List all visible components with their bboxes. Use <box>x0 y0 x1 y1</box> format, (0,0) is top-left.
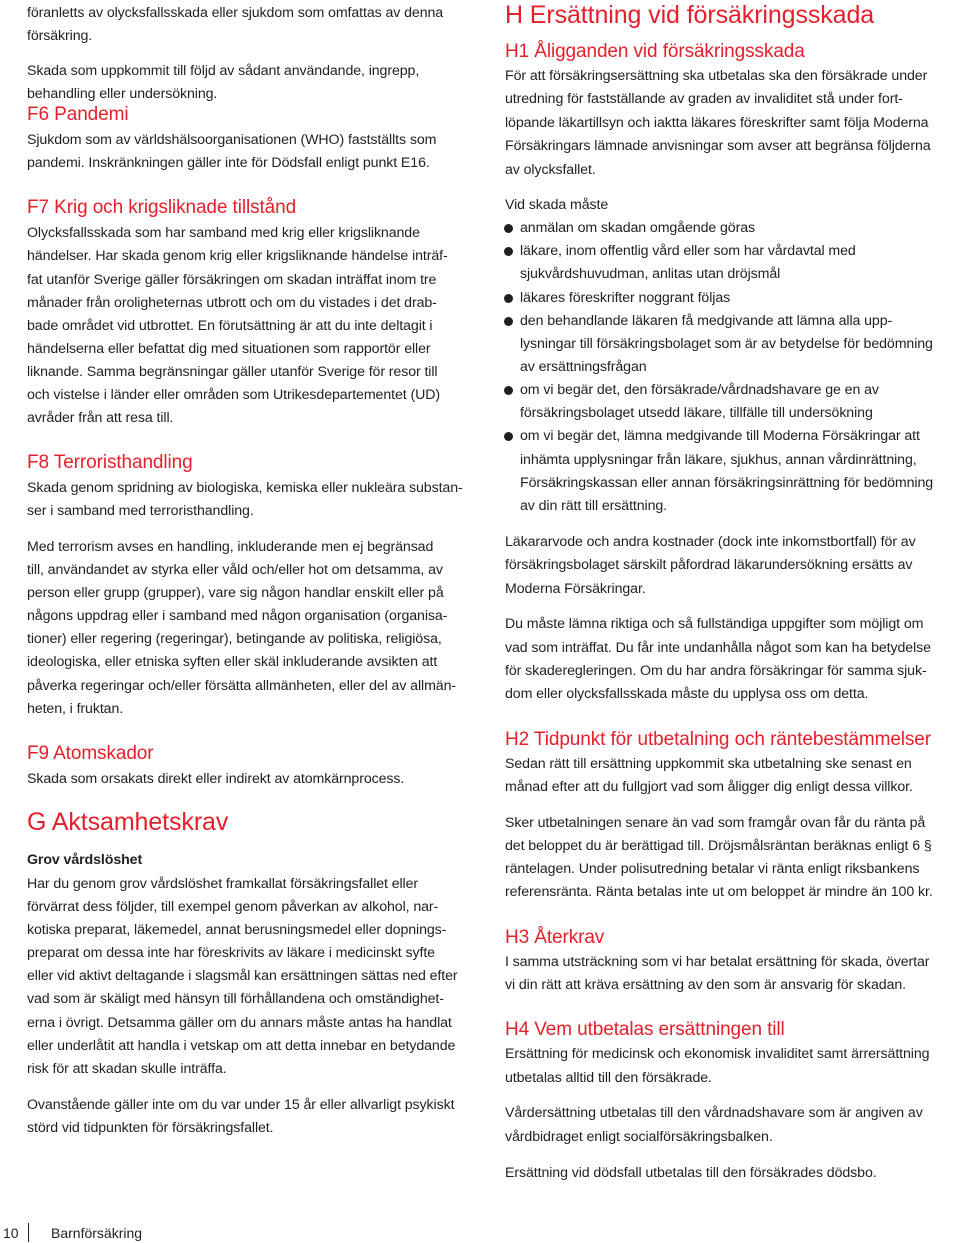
body-text: Har du genom grov vårdslöshet framkallat försäkringsfallet eller <box>27 876 419 892</box>
list-intro: Vid skada måste <box>505 197 609 213</box>
list-item: om vi begär det, lämna medgivande till Moderna Försäkringar att <box>520 428 920 444</box>
section-heading-f9: F9 Atomskador <box>27 743 154 764</box>
body-text: månader från oroligheternas utbrott och om du vistades i det drab- <box>27 295 437 311</box>
list-item: den behandlande läkaren få medgivande att lämna alla upp- <box>520 313 893 329</box>
body-text: Sjukdom som av världshälsoorganisationen (WHO) fastställts som <box>27 132 437 148</box>
body-text: händelser. Har skada genom krig eller krigsliknande händelse inträf- <box>27 248 448 264</box>
body-text: ser i samband med terroristhandling. <box>27 503 254 519</box>
body-text: Med terrorism avses en handling, inkluderande men ej begränsad <box>27 539 434 555</box>
body-text: Ersättning vid dödsfall utbetalas till den försäkrades dödsbo. <box>505 1165 877 1181</box>
body-text: påverka regeringar och/eller försätta allmänheten, eller del av allmän- <box>27 678 456 694</box>
bullet-icon <box>504 432 513 441</box>
body-text: tioner) eller regering (regeringar), betingande av politiska, religiösa, <box>27 631 442 647</box>
footer-product-name: Barnförsäkring <box>51 1225 143 1241</box>
body-text: störd vid tidpunkten för försäkringsfallet. <box>27 1120 274 1136</box>
body-text: Olycksfallsskada som har samband med krig eller krigsliknande <box>27 225 420 241</box>
body-text: försäkringsbolaget särskilt påfordrad läkarundersökning ersätts av <box>505 557 913 573</box>
section-heading-g: G Aktsamhetskrav <box>27 808 229 836</box>
body-text: eller vid aktivt deltagande i slagsmål kan ersättningen sättas ned efter <box>27 968 458 984</box>
body-text: kotiska preparat, läkemedel, annat berusningsmedel eller dopnings- <box>27 922 447 938</box>
body-text: händelserna eller befattat dig med situationen som rapportör eller <box>27 341 431 357</box>
bullet-icon <box>504 317 513 326</box>
body-text: För att försäkringsersättning ska utbetalas ska den försäkrade under <box>505 68 928 84</box>
body-text: Du måste lämna riktiga och så fullständiga uppgifter som möjligt om <box>505 616 924 632</box>
bullet-icon <box>504 294 513 303</box>
list-item: av ersättningsfrågan <box>520 359 647 375</box>
body-text: utredning för fastställande av graden av invaliditet stå under fort- <box>505 91 903 107</box>
section-heading-f7: F7 Krig och krigsliknade tillstånd <box>27 197 297 218</box>
section-heading-h3: H3 Återkrav <box>505 927 605 948</box>
body-text: vad som är skäligt med hänsyn till förhållandena och omständighet- <box>27 991 444 1007</box>
body-text: förvärrat dess följder, till exempel genom påverkan av alkohol, nar- <box>27 899 439 915</box>
list-item: lysningar till försäkringsbolaget som är av betydelse för bedömning <box>520 336 933 352</box>
list-item: Försäkringskassan eller annan försäkringsinrättning för bedömning <box>520 475 934 491</box>
body-text: eller underlåtit att handla i vetskap om att detta innebar en betydande <box>27 1038 456 1054</box>
subheading-grov-vardsloshet: Grov vårdslöshet <box>27 852 143 868</box>
body-text: preparat om dessa inte har föreskrivits av läkare i medicinskt syfte <box>27 945 435 961</box>
body-text: Skada genom spridning av biologiska, kemiska eller nukleära substan- <box>27 480 463 496</box>
section-heading-f8: F8 Terroristhandling <box>27 452 193 473</box>
body-text: Sker utbetalningen senare än vad som framgår ovan får du ränta på <box>505 815 926 831</box>
bullet-icon <box>504 224 513 233</box>
body-text: Skada som orsakats direkt eller indirekt av atomkärnprocess. <box>27 771 405 787</box>
body-text: Ersättning för medicinsk och ekonomisk invaliditet samt ärrersättning <box>505 1046 930 1062</box>
body-text: till, användandet av styrka eller våld och/eller hot om detsamma, av <box>27 562 443 578</box>
body-text: referensränta. Ränta betalas inte ut om beloppet är mindre än 100 kr. <box>505 884 933 900</box>
body-text: I samma utsträckning som vi har betalat ersättning för skada, övertar <box>505 954 930 970</box>
body-text: Läkararvode och andra kostnader (dock inte inkomstbortfall) för av <box>505 534 916 550</box>
body-text: vårdbidraget enligt socialförsäkringsbalken. <box>505 1129 773 1145</box>
body-text: pandemi. Inskränkningen gäller inte för Dödsfall enligt punkt E16. <box>27 155 430 171</box>
section-heading-h: H Ersättning vid försäkringsskada <box>505 1 875 29</box>
section-heading-h2: H2 Tidpunkt för utbetalning och räntebestämmelser <box>505 729 932 750</box>
body-text: bade området vid utbrottet. En förutsättning är att du inte deltagit i <box>27 318 433 334</box>
body-text: vad som inträffat. Du får inte undanhålla något som kan ha betydelse <box>505 640 931 656</box>
body-text: Ovanstående gäller inte om du var under 15 år eller allvarligt psykiskt <box>27 1097 455 1113</box>
page-footer <box>0 1223 300 1243</box>
body-text: utbetalas alltid till den försäkrade. <box>505 1070 712 1086</box>
list-item: läkare, inom offentlig vård eller som har vårdavtal med <box>520 243 856 259</box>
body-text: föranletts av olycksfallsskada eller sjukdom som omfattas av denna <box>27 5 444 21</box>
body-text: liknande. Samma begränsningar gäller utanför Sverige för resor till <box>27 364 438 380</box>
body-text: person eller grupp (grupper), vare sig någon handlar enskilt eller på <box>27 585 444 601</box>
list-item: läkares föreskrifter noggrant följas <box>520 290 731 306</box>
body-text: heten, i fruktan. <box>27 701 124 717</box>
body-text: och vistelse i länder eller områden som Utrikesdepartementet (UD) <box>27 387 440 403</box>
list-item: inhämta upplysningar från läkare, sjukhus, annan vårdinrättning, <box>520 452 917 468</box>
body-text: ideologiska, eller etniska syften eller skäl inkluderande avsikten att <box>27 654 438 670</box>
bullet-icon <box>504 386 513 395</box>
page-number: 10 <box>3 1225 19 1241</box>
list-item: anmälan om skadan omgående göras <box>520 220 755 236</box>
footer-divider <box>28 1223 29 1242</box>
body-text: någons uppdrag eller i samband med någon organisation (organisa- <box>27 608 448 624</box>
body-text: Försäkringars lämnade anvisningar som avser att begränsa följderna <box>505 138 931 154</box>
body-text: Skada som uppkommit till följd av sådant användande, ingrepp, <box>27 63 420 79</box>
body-text: vi din rätt att kräva ersättning av den som är ansvarig för skadan. <box>505 977 906 993</box>
body-text: Vårdersättning utbetalas till den vårdnadshavare som är angiven av <box>505 1105 923 1121</box>
body-text: fat utanför Sverige gäller försäkringen om skadan inträffat inom tre <box>27 272 437 288</box>
list-item: om vi begär det, den försäkrade/vårdnadshavare ge en av <box>520 382 879 398</box>
body-text: risk för att skadan skulle inträffa. <box>27 1061 227 1077</box>
list-item: av din rätt till ersättning. <box>520 498 668 514</box>
body-text: det beloppet du är berättigad till. Dröjsmålsräntan beräknas enligt 6 § <box>505 838 932 854</box>
body-text: dom eller olycksfallsskada måste du upplysa oss om detta. <box>505 686 869 702</box>
section-heading-h1: H1 Åligganden vid försäkringsskada <box>505 41 805 62</box>
list-item: sjukvårdshuvudman, anlitas utan dröjsmål <box>520 266 781 282</box>
body-text: månad efter att du fullgjort vad som åligger dig enligt dessa villkor. <box>505 779 913 795</box>
body-text: erna i övrigt. Detsamma gäller om du annars måste antas ha handlat <box>27 1015 452 1031</box>
body-text: för skaderegleringen. Om du har andra försäkringar för samma sjuk- <box>505 663 927 679</box>
section-heading-h4: H4 Vem utbetalas ersättningen till <box>505 1019 785 1040</box>
body-text: försäkring. <box>27 28 93 44</box>
section-heading-f6: F6 Pandemi <box>27 104 129 125</box>
body-text: avråder från att resa till. <box>27 410 174 426</box>
body-text: löpande läkartillsyn och iaktta läkares föreskrifter samt följa Moderna <box>505 115 929 131</box>
body-text: Sedan rätt till ersättning uppkommit ska utbetalning ske senast en <box>505 756 912 772</box>
bullet-icon <box>504 247 513 256</box>
body-text: av olycksfallet. <box>505 162 596 178</box>
list-item: försäkringsbolaget utsedd läkare, tillfälle till undersökning <box>520 405 873 421</box>
body-text: räntelagen. Under polisutredning betalar vi ränta enligt riksbankens <box>505 861 920 877</box>
body-text: behandling eller undersökning. <box>27 86 218 102</box>
body-text: Moderna Försäkringar. <box>505 581 646 597</box>
